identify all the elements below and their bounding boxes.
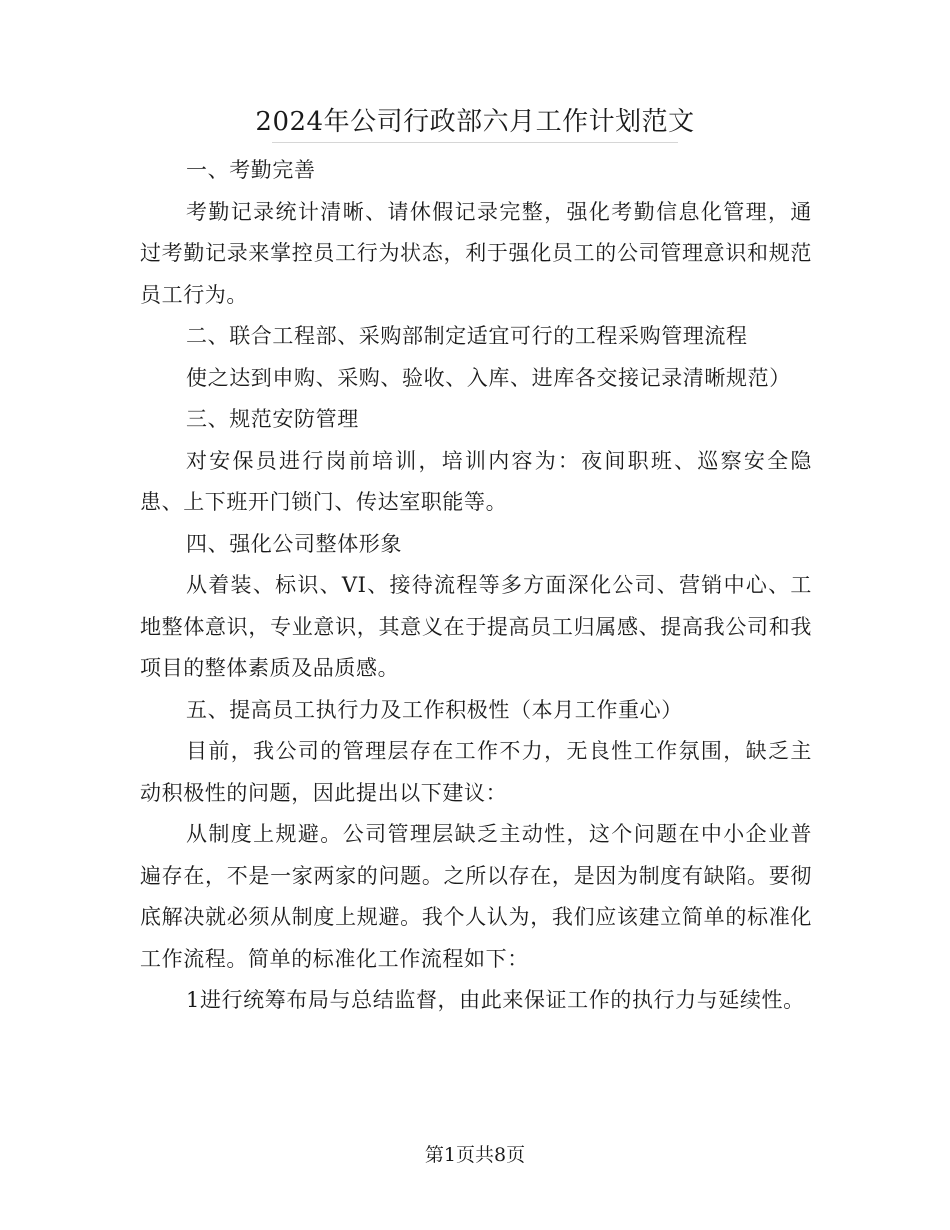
section-heading-security: 三、规范安防管理 (186, 407, 359, 431)
section-heading-execution: 五、提高员工执行力及工作积极性（本月工作重心） (186, 697, 683, 722)
section-heading-attendance: 一、考勤完善 (186, 158, 316, 182)
paragraph-image: 从着装、标识、VI、接待流程等多方面深化公司、营销中心、工地整体意识，专业意识，其意义在于提高员工归属感、提高我公司和我项目的整体素质及品质感。 (140, 573, 812, 680)
document-title: 2024年公司行政部六月工作计划范文 (255, 107, 695, 137)
section-heading-image: 四、强化公司整体形象 (186, 531, 402, 556)
page-footer: 第1页共8页 (424, 1144, 526, 1166)
document-body (140, 150, 812, 1022)
paragraph-system-avoidance: 从制度上规避。公司管理层缺乏主动性，这个问题在中小企业普遍存在，不是一家两家的问题。之所以存在，是因为制度有缺陷。要彻底解决就必须从制度上规避。我个人认为，我们应该建立简单的标准化工作流程。简单的标准化工作流程如下： (140, 822, 812, 971)
title-underline (272, 142, 678, 143)
paragraph-current-issues: 目前，我公司的管理层存在工作不力，无良性工作氛围，缺乏主动积极性的问题，因此提出以下建议： (140, 739, 812, 805)
paragraph-step-1: 1进行统筹布局与总结监督，由此来保证工作的执行力与延续性。 (186, 988, 805, 1012)
paragraph-attendance: 考勤记录统计清晰、请休假记录完整，强化考勤信息化管理，通过考勤记录来掌控员工行为状态，利于强化员工的公司管理意识和规范员工行为。 (140, 199, 812, 307)
paragraph-procurement: 使之达到申购、采购、验收、入库、进库各交接记录清晰规范） (186, 365, 791, 390)
paragraph-security: 对安保员进行岗前培训，培训内容为：夜间职班、巡察安全隐患、上下班开门锁门、传达室职能等。 (140, 448, 812, 514)
section-heading-procurement: 二、联合工程部、采购部制定适宜可行的工程采购管理流程 (186, 324, 748, 348)
